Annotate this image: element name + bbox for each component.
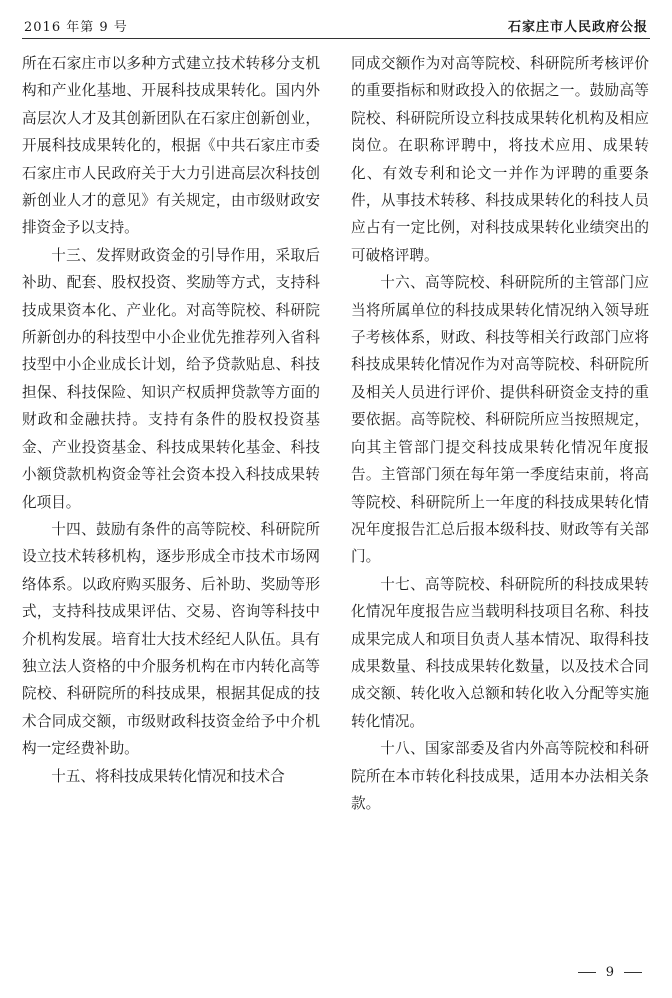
paragraph: 十八、国家部委及省内外高等院校和科研院所在本市转化科技成果，适用本办法相关条款。 — [351, 740, 649, 812]
paragraph: 所在石家庄市以多种方式建立技术转移分支机构和产业化基地、开展科技成果转化。国内外高层次人才及其创新团队在石家庄创新创业，开展科技成果转化的，根据《中共石家庄市委石家庄市人民政府关于大力引进高层次科技创新创业人才的意见》有关规定，由市级财政安排资金予以支持。 — [22, 55, 320, 237]
footer-dash-right — [624, 972, 642, 973]
page-footer — [578, 965, 642, 980]
footer-dash-left — [578, 972, 596, 973]
issue-label: 2016 年第 9 号 — [24, 20, 128, 35]
paragraph: 同成交额作为对高等院校、科研院所考核评价的重要指标和财政投入的依据之一。鼓励高等院校、科研院所设立科技成果转化机构及相应岗位。在职称评聘中，将技术应用、成果转化、有效专利和论文一并作为评聘的重要条件，从事技术转移、科技成果转化的科技人员应占有一定比例，对科技成果转化业绩突出的可破格评聘。 — [351, 55, 649, 264]
right-column — [351, 50, 649, 817]
page-header — [22, 14, 650, 39]
paragraph: 十七、高等院校、科研院所的科技成果转化情况年度报告应当载明科技项目名称、科技成果完成人和项目负责人基本情况、取得科技成果数量、科技成果转化数量，以及技术合同成交额、转化收入总额和转化收入分配等实施转化情况。 — [351, 575, 649, 730]
paragraph: 十四、鼓励有条件的高等院校、科研院所设立技术转移机构，逐步形成全市技术市场网络体系。以政府购买服务、后补助、奖励等形式，支持科技成果评估、交易、咨询等科技中介机构发展。培育壮大技术经纪人队伍。具有独立法人资格的中介服务机构在市内转化高等院校、科研院所的科技成果，根据其促成的技术合同成交额，市级财政科技资金给予中介机构一定经费补助。 — [22, 520, 320, 758]
left-column — [22, 50, 320, 790]
publication-title: 石家庄市人民政府公报 — [507, 20, 648, 35]
paragraph: 十三、发挥财政资金的引导作用，采取后补助、配套、股权投资、奖励等方式，支持科技成果资本化、产业化。对高等院校、科研院所新创办的科技型中小企业优先推荐列入省科技型中小企业成长计划，给予贷款贴息、科技担保、科技保险、知识产权质押贷款等方面的财政和金融扶持。支持有条件的股权投资基金、产业投资基金、科技成果转化基金、科技小额贷款机构资金等社会资本投入科技成果转化项目。 — [22, 246, 320, 511]
paragraph: 十五、将科技成果转化情况和技术合 — [51, 767, 285, 785]
page-number: 9 — [605, 965, 614, 980]
paragraph: 十六、高等院校、科研院所的主管部门应当将所属单位的科技成果转化情况纳入领导班子考核体系，财政、科技等相关行政部门应将科技成果转化情况作为对高等院校、科研院所及相关人员进行评价、提供科研资金支持的重要依据。高等院校、科研院所应当按照规定，向其主管部门提交科技成果转化情况年度报告。主管部门须在每年第一季度结束前，将高等院校、科研院所上一年度的科技成果转化情况年度报告汇总后报本级科技、财政等有关部门。 — [351, 274, 649, 566]
